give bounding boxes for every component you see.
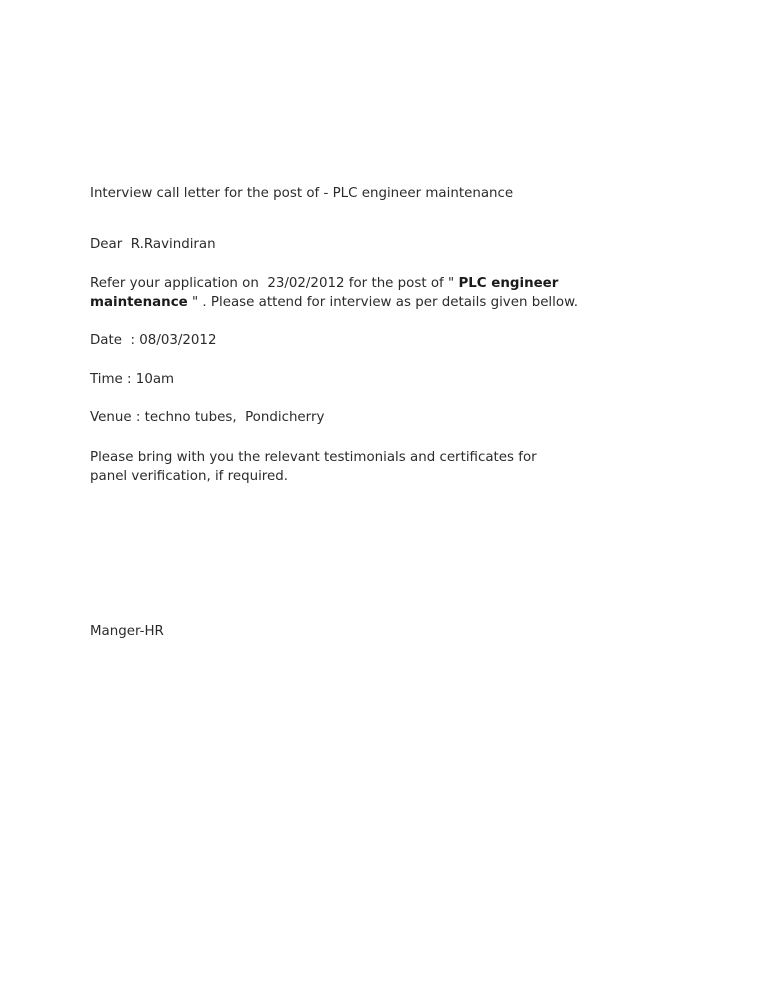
post-title-part-1: PLC engineer [458,276,559,291]
instructions-line-1: Please bring with you the relevant testimonials and certificates for [90,450,537,465]
instructions-line-2: panel verification, if required. [90,469,289,484]
body-intro-prefix: Refer your application on 23/02/2012 for the post of " [90,276,459,291]
body-intro-suffix: " . Please attend for interview as per details given bellow. [187,295,579,310]
interview-venue: Venue : techno tubes, Pondicherry [90,410,325,425]
body-line-1 [90,274,558,293]
body-line-2 [90,293,578,312]
signature: Manger-HR [90,624,164,639]
letter-subject: Interview call letter for the post of - PLC engineer maintenance [90,186,514,201]
interview-date: Date : 08/03/2012 [90,333,217,348]
post-title-part-2: maintenance [90,295,188,310]
interview-time: Time : 10am [90,372,175,387]
salutation: Dear R.Ravindiran [90,237,216,252]
